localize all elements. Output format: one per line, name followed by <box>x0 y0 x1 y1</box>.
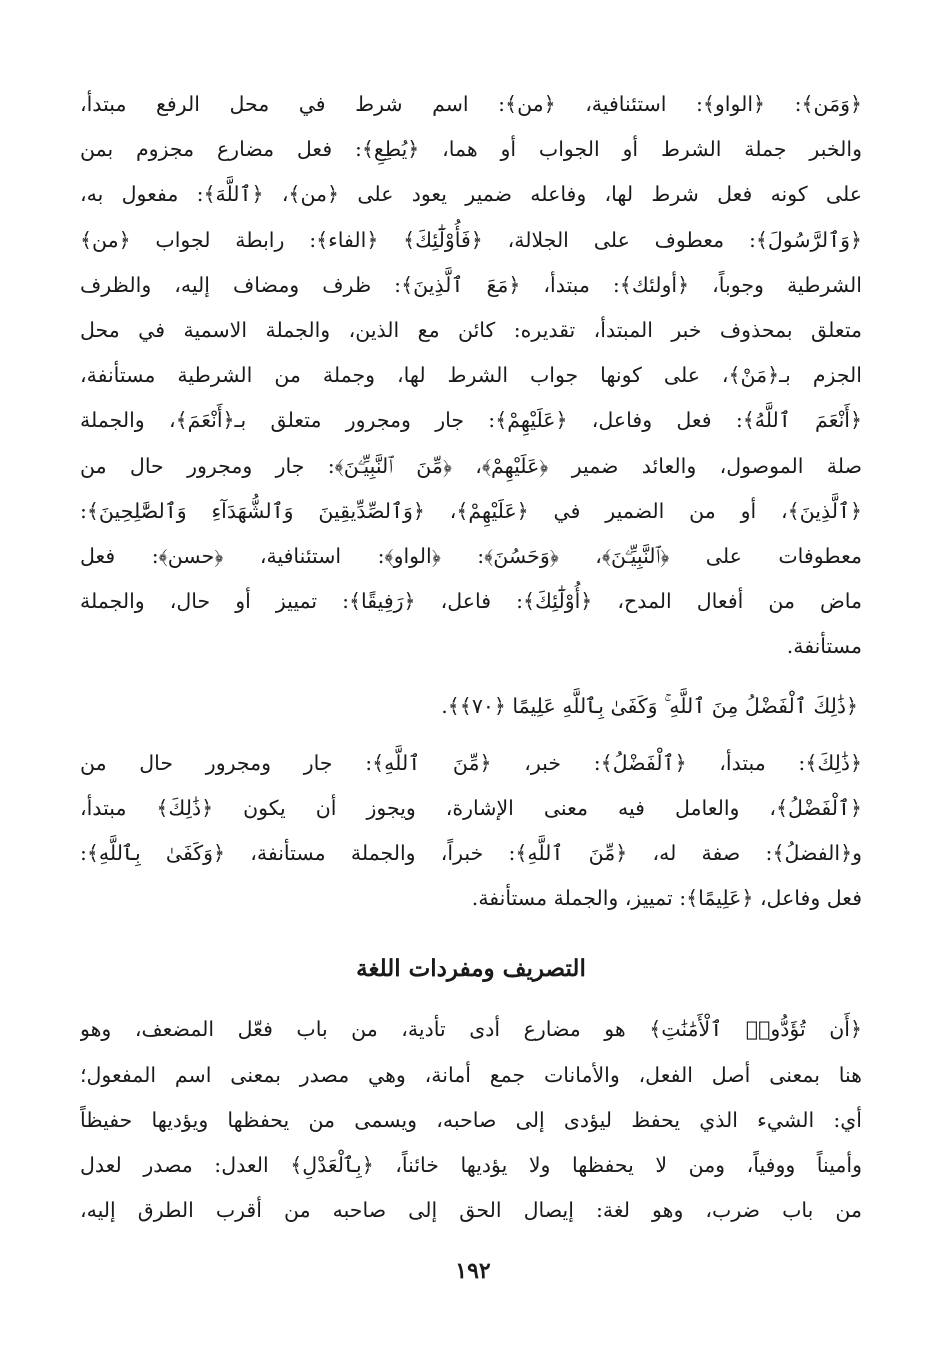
text-line: وأميناً ووفياً، ومن لا يحفظها ولا يؤديها خائناً، ﴿بِٱلْعَدْلِ﴾ العدل: مصدر لعدل <box>80 1153 862 1178</box>
text-line: ﴿ٱلْفَضْلُ﴾، والعامل فيه معنى الإشارة، ويجوز أن يكون ﴿ذَٰلِكَ﴾ مبتدأ، <box>80 795 862 820</box>
text-line: أي: الشيء الذي يحفظ ليؤدى إلى صاحبه، ويسمى من يحفظها ويؤديها حفيظاً <box>80 1107 862 1132</box>
text-line: متعلق بمحذوف خبر المبتدأ، تقديره: كائن مع الذين، والجملة الاسمية في محل <box>80 318 862 343</box>
grammar-paragraph-2 <box>80 741 862 922</box>
text-line: ماض من أفعال المدح، ﴿أُوْلَٰٓئِكَ﴾: فاعل، ﴿رَفِيقًا﴾: تمييز أو حال، والجملة <box>80 589 862 614</box>
text-line: ﴿وَمَن﴾: ﴿الواو﴾: استئنافية، ﴿من﴾: اسم شرط في محل الرفع مبتدأ، <box>80 92 862 116</box>
text-line: ﴿وَٱلرَّسُولَ﴾: معطوف على الجلالة، ﴿فَأُوْلَٰٓئِكَ﴾ ﴿الفاء﴾: رابطة لجواب ﴿من﴾ <box>80 227 862 252</box>
page-body <box>80 82 862 1233</box>
text-line: فعل وفاعل، ﴿عَلِيمًا﴾: تمييز، والجملة مستأنفة. <box>471 886 862 911</box>
text-line: الجزم بـ﴿مَنْ﴾، على كونها جواب الشرط لها، وجملة من الشرطية مستأنفة، <box>80 363 862 388</box>
section-title: التصريف ومفردات اللغة <box>356 955 586 983</box>
text-line: مستأنفة. <box>786 634 862 659</box>
page-number: ١٩٢ <box>455 1258 491 1284</box>
text-line: معطوفات على ﴿ٱلنَّبِيِّـۧنَ﴾، ﴿وَحَسُنَ﴾: ﴿الواو﴾: استئنافية، ﴿حسن﴾: فعل <box>80 544 862 569</box>
text-line: من باب ضرب، وهو لغة: إيصال الحق إلى صاحبه من أقرب الطرق إليه، <box>80 1198 862 1223</box>
text-line: صلة الموصول، والعائد ضمير ﴿عَلَيْهِمْ﴾، ﴿مِّنَ ٱلنَّبِيِّـۧنَ﴾: جار ومجرور حال من <box>80 453 862 478</box>
grammar-paragraph-1 <box>80 82 862 670</box>
text-line: ﴿أَنْعَمَ ٱللَّهُ﴾: فعل وفاعل، ﴿عَلَيْهِمْ﴾: جار ومجرور متعلق بـ﴿أَنْعَمَ﴾، والجملة <box>80 408 862 433</box>
text-line: والخبر جملة الشرط أو الجواب أو هما، ﴿يُطِعِ﴾: فعل مضارع مجزوم بمن <box>80 137 862 162</box>
text-line: ﴿ٱلَّذِينَ﴾، أو من الضمير في ﴿عَلَيْهِمْ﴾، ﴿وَٱلصِّدِّيقِينَ وَٱلشُّهَدَآءِ وَٱلصَّٰلِحِينَ﴾: <box>80 498 862 523</box>
text-line: ﴿أَن تُؤَدُّوا۟ ٱلْأَمَٰنَٰتِ﴾ هو مضارع أدى تأدية، من باب فعّل المضعف، وهو <box>80 1017 862 1042</box>
text-line: الشرطية وجوباً، ﴿أولئك﴾: مبتدأ، ﴿مَعَ ٱلَّذِينَ﴾: ظرف ومضاف إليه، والظرف <box>80 272 862 297</box>
text-line: ﴿ذَٰلِكَ﴾: مبتدأ، ﴿ٱلْفَضْلُ﴾: خبر، ﴿مِّنَ ٱللَّهِ﴾: جار ومجرور حال من <box>80 750 862 775</box>
morphology-paragraph <box>80 1007 862 1233</box>
text-line: و﴿الفضلُ﴾: صفة له، ﴿مِّنَ ٱللَّهِ﴾: خبراً، والجملة مستأنفة، ﴿وَكَفَىٰ بِٱللَّهِ﴾: <box>80 841 862 866</box>
quran-verse: ﴿ذَٰلِكَ ٱلْفَضْلُ مِنَ ٱللَّهِ ۚ وَكَفَىٰ بِٱللَّهِ عَلِيمًا ﴿٧٠﴾﴾. <box>441 693 858 718</box>
text-line: هنا بمعنى أصل الفعل، والأمانات جمع أمانة، وهي مصدر بمعنى اسم المفعول؛ <box>80 1062 862 1087</box>
text-line: على كونه فعل شرط لها، وفاعله ضمير يعود على ﴿من﴾، ﴿ٱللَّهَ﴾: مفعول به، <box>80 182 862 207</box>
